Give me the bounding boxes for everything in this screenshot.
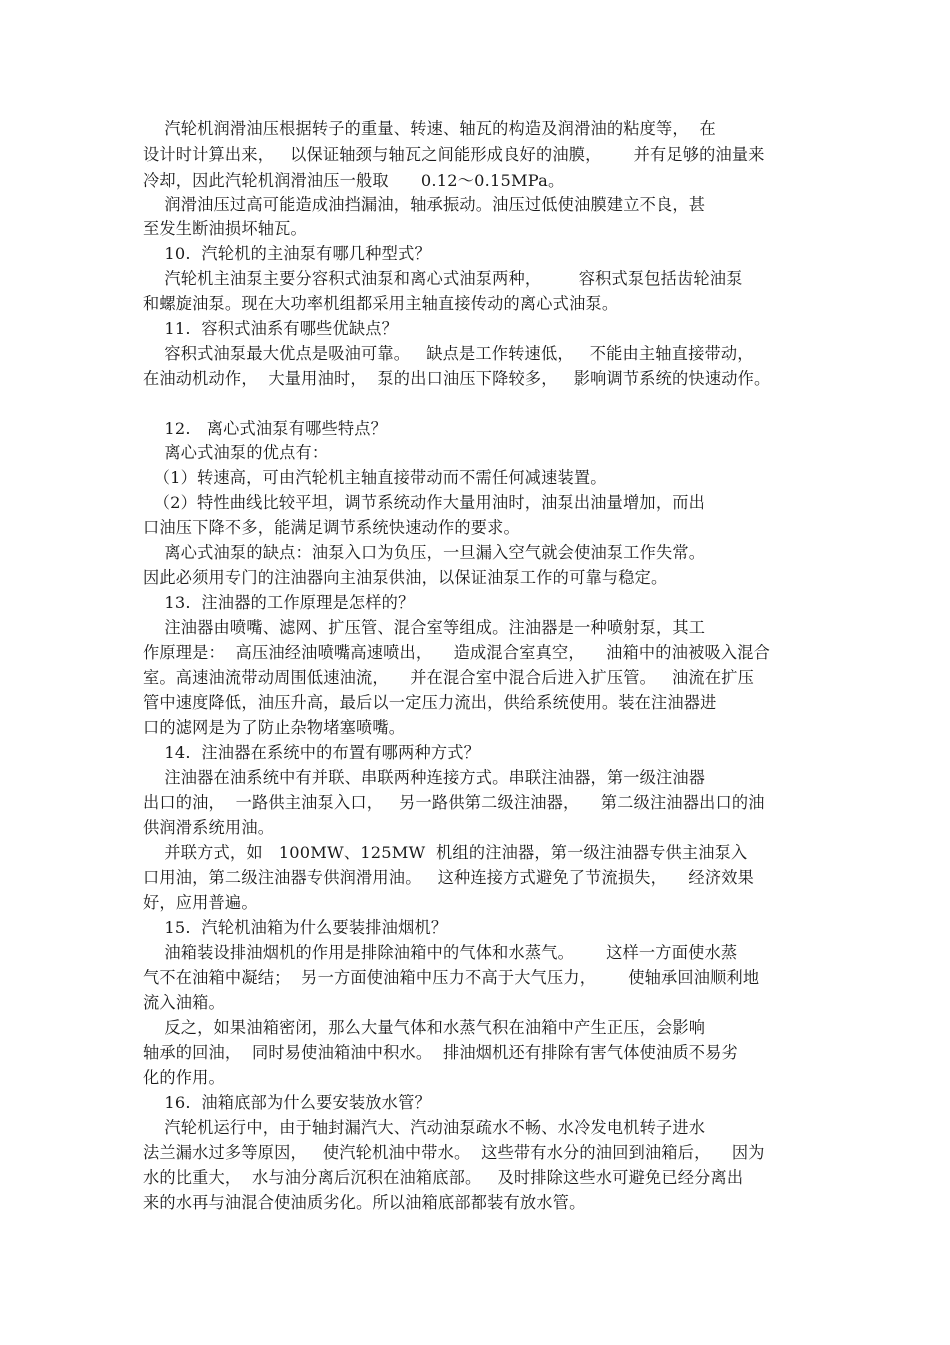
text-line: 反之，如果油箱密闭，那么大量气体和水蒸气积在油箱中产生正压，会影响 <box>143 1018 706 1037</box>
text-line: 水的比重大， 水与油分离后沉积在油箱底部。 及时排除这些水可避免已经分离出 <box>143 1168 744 1187</box>
text-line: 口用油，第二级注油器专供润滑用油。 这种连接方式避免了节流损失， 经济效果 <box>143 868 754 887</box>
text-line: 汽轮机运行中，由于轴封漏汽大、汽动油泵疏水不畅、水冷发电机转子进水 <box>143 1118 706 1137</box>
text-line: 管中速度降低，油压升高，最后以一定压力流出，供给系统使用。装在注油器进 <box>143 693 717 712</box>
text-line: 轴承的回油， 同时易使油箱油中积水。 排油烟机还有排除有害气体使油质不易劣 <box>143 1043 738 1062</box>
text-line: 注油器在油系统中有并联、串联两种连接方式。串联注油器，第一级注油器 <box>143 768 706 787</box>
text-line: 流入油箱。 <box>143 993 225 1012</box>
text-line: 口油压下降不多，能满足调节系统快速动作的要求。 <box>143 518 520 537</box>
question-heading-14: 14. 注油器在系统中的布置有哪两种方式？ <box>143 743 481 762</box>
text-line: 离心式油泵的优点有： <box>143 443 329 462</box>
question-heading-11: 11. 容积式油系有哪些优缺点？ <box>143 319 399 338</box>
question-heading-12: 12. 离心式油泵有哪些特点？ <box>143 419 388 438</box>
text-line: 注油器由喷嘴、滤网、扩压管、混合室等组成。注油器是一种喷射泵，其工 <box>143 618 706 637</box>
text-line: 口的滤网是为了防止杂物堵塞喷嘴。 <box>143 718 406 737</box>
text-line: 法兰漏水过多等原因， 使汽轮机油中带水。 这些带有水分的油回到油箱后， 因为 <box>143 1143 765 1162</box>
question-heading-16: 16. 油箱底部为什么要安装放水管？ <box>143 1093 431 1112</box>
text-line: 来的水再与油混合使油质劣化。所以油箱底部都装有放水管。 <box>143 1193 586 1212</box>
text-line: 作原理是： 高压油经油喷嘴高速喷出， 造成混合室真空， 油箱中的油被吸入混合 <box>143 643 771 662</box>
question-heading-15: 15. 汽轮机油箱为什么要装排油烟机？ <box>143 918 448 937</box>
question-heading-13: 13. 注油器的工作原理是怎样的？ <box>143 593 415 612</box>
text-line: 汽轮机主油泵主要分容积式油泵和离心式油泵两种， 容积式泵包括齿轮油泵 <box>143 269 743 288</box>
text-line: 气不在油箱中凝结； 另一方面使油箱中压力不高于大气压力， 使轴承回油顺利地 <box>143 968 760 987</box>
text-line: 在油动机动作， 大量用油时， 泵的出口油压下降较多， 影响调节系统的快速动作。 <box>143 369 771 388</box>
text-line: 并联方式，如 100MW、125MW 机组的注油器，第一级注油器专供主油泵入 <box>143 843 748 862</box>
text-line: 供润滑系统用油。 <box>143 818 275 837</box>
text-line: 容积式油泵最大优点是吸油可靠。 缺点是工作转速低， 不能由主轴直接带动， <box>143 344 754 363</box>
text-line: 出口的油， 一路供主油泵入口， 另一路供第二级注油器， 第二级注油器出口的油 <box>143 793 765 812</box>
list-item: （2）特性曲线比较平坦，调节系统动作大量用油时，油泵出油量增加，而出 <box>143 493 705 512</box>
text-line: 设计时计算出来， 以保证轴颈与轴瓦之间能形成良好的油膜， 并有足够的油量来 <box>143 145 765 164</box>
list-item: （1）转速高，可由汽轮机主轴直接带动而不需任何减速装置。 <box>143 468 607 487</box>
text-line: 化的作用。 <box>143 1068 225 1087</box>
text-line: 室。高速油流带动周围低速油流， 并在混合室中混合后进入扩压管。 油流在扩压 <box>143 668 754 687</box>
text-line: 至发生断油损坏轴瓦。 <box>143 219 307 238</box>
text-line: 冷却，因此汽轮机润滑油压一般取 0.12～0.15MPa。 <box>143 171 565 190</box>
text-line: 因此必须用专门的注油器向主油泵供油，以保证油泵工作的可靠与稳定。 <box>143 568 668 587</box>
text-line: 润滑油压过高可能造成油挡漏油，轴承振动。油压过低使油膜建立不良，甚 <box>143 195 706 214</box>
text-line: 和螺旋油泵。现在大功率机组都采用主轴直接传动的离心式油泵。 <box>143 294 619 313</box>
text-line: 汽轮机润滑油压根据转子的重量、转速、轴瓦的构造及润滑油的粘度等， 在 <box>143 119 716 138</box>
text-line: 油箱装设排油烟机的作用是排除油箱中的气体和水蒸气。 这样一方面使水蒸 <box>143 943 738 962</box>
question-heading-10: 10. 汽轮机的主油泵有哪几种型式？ <box>143 244 431 263</box>
text-line: 好，应用普遍。 <box>143 893 258 912</box>
text-line: 离心式油泵的缺点：油泵入口为负压，一旦漏入空气就会使油泵工作失常。 <box>143 543 706 562</box>
